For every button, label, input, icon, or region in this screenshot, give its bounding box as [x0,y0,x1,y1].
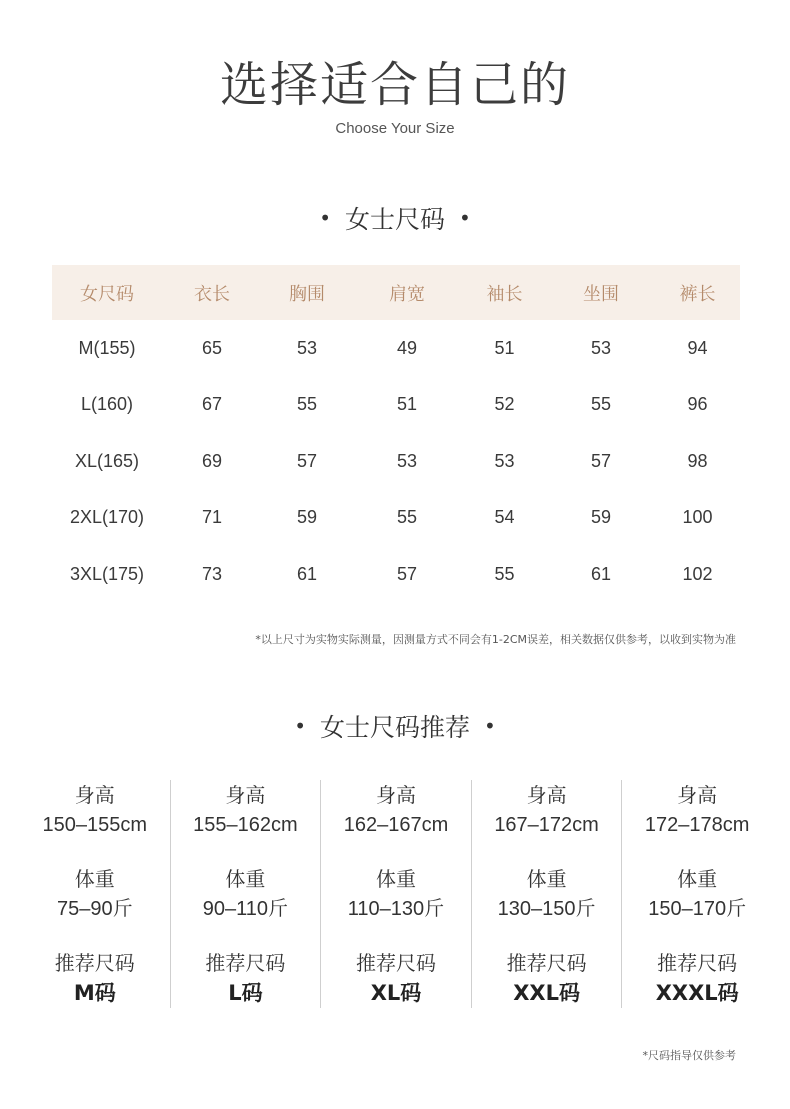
spacer [321,840,471,864]
measurement-cell: 57 [396,563,418,584]
measurement-cell: 53 [590,337,612,358]
recommendation-column [622,780,772,1008]
weight-label: 体重 [225,867,266,891]
measurement-cell: 52 [494,394,515,415]
recommended-size: XXXL码 [655,981,739,1005]
size-table [52,265,740,603]
recommended-size-label: 推荐尺码 [355,951,436,975]
weight-range: 150–170斤 [648,898,747,920]
size-cell: L(160) [80,394,134,415]
column-header: 裤长 [679,283,716,305]
weight-range: 90–110斤 [202,898,289,920]
measurement-cell: 65 [201,337,223,358]
measurement-cell: 59 [296,507,318,528]
recommended-size-label: 推荐尺码 [506,951,587,975]
measurement-cell: 53 [296,337,318,358]
measurement-cell: 59 [590,507,612,528]
weight-label: 体重 [375,867,416,891]
height-label: 身高 [677,783,718,807]
spacer [622,924,772,948]
measurement-cell: 51 [396,394,418,415]
size-cell: 3XL(175) [69,563,145,584]
spacer [321,924,471,948]
measurement-cell: 61 [296,563,318,584]
bullet-dot: • [459,206,471,230]
height-label: 身高 [225,783,266,807]
weight-label: 体重 [74,867,115,891]
measurement-cell: 55 [590,394,612,415]
measurement-cell: 98 [687,450,708,471]
weight-label: 体重 [677,867,718,891]
measurement-cell: 55 [296,394,318,415]
size-section-heading [0,200,790,236]
size-cell: 2XL(170) [69,507,145,528]
size-table-header [52,265,740,320]
bullet-dot: • [484,714,496,738]
spacer [171,924,321,948]
height-range: 162–167cm [343,814,449,836]
spacer [472,840,622,864]
recommend-section-title: 女士尺码推荐 [319,713,470,742]
measurement-cell: 57 [590,450,612,471]
recommended-size-label: 推荐尺码 [54,951,135,975]
measurement-cell: 49 [396,337,418,358]
recommendation-column [20,780,171,1008]
spacer [20,924,170,948]
column-header: 袖长 [486,283,523,305]
spacer [622,840,772,864]
recommendation-grid [20,780,772,1008]
weight-range: 130–150斤 [497,898,596,920]
table-row [52,546,740,603]
spacer [20,840,170,864]
recommendation-column [321,780,472,1008]
size-table-body [52,320,740,603]
weight-range: 75–90斤 [56,898,133,920]
measurement-cell: 67 [201,394,223,415]
spacer [171,840,321,864]
bullet-dot: • [319,206,331,230]
measurement-cell: 54 [494,507,515,528]
spacer [472,924,622,948]
height-range: 155–162cm [193,814,298,836]
table-row [52,377,740,434]
column-header: 坐围 [583,283,619,305]
table-row [52,320,740,377]
measurement-cell: 71 [201,507,223,528]
measurement-cell: 53 [494,450,515,471]
recommended-size-label: 推荐尺码 [657,951,738,975]
table-row [52,433,740,490]
measurement-cell: 61 [590,563,612,584]
guide-note: *尺码指导仅供参考 [642,1049,736,1062]
measurement-cell: 55 [396,507,418,528]
measurement-cell: 94 [687,337,708,358]
measurement-cell: 100 [682,507,713,528]
weight-label: 体重 [526,867,567,891]
height-label: 身高 [375,783,416,807]
column-header: 衣长 [194,283,230,305]
measurement-cell: 102 [682,563,713,584]
recommended-size: L码 [228,981,263,1005]
recommendation-column [171,780,322,1008]
column-header: 女尺码 [80,283,134,305]
recommend-section-heading [0,708,790,744]
size-cell: M(155) [78,337,136,358]
measurement-cell: 55 [494,563,515,584]
measurement-cell: 73 [201,563,223,584]
measurement-cell: 96 [687,394,708,415]
size-cell: XL(165) [74,450,140,471]
bullet-dot: • [294,714,306,738]
measurement-note: *以上尺寸为实物实际测量，因测量方式不同会有1-2CM误差，相关数据仅供参考，以收到实物为准 [255,633,736,646]
recommended-size: XXL码 [513,981,580,1005]
recommended-size-label: 推荐尺码 [205,951,286,975]
height-range: 172–178cm [644,814,750,836]
weight-range: 110–130斤 [347,898,445,920]
height-label: 身高 [74,783,115,807]
recommendation-column [472,780,623,1008]
measurement-cell: 51 [494,337,515,358]
height-label: 身高 [526,783,567,807]
measurement-cell: 57 [296,450,318,471]
height-range: 150–155cm [42,814,148,836]
height-range: 167–172cm [494,814,599,836]
column-header: 肩宽 [389,283,425,305]
recommended-size: M码 [73,981,116,1005]
measurement-cell: 53 [396,450,418,471]
recommended-size: XL码 [370,981,422,1005]
page-subtitle: Choose Your Size [335,120,455,137]
column-header: 胸围 [289,283,325,305]
measurement-cell: 69 [201,450,223,471]
size-section-title: 女士尺码 [344,205,445,234]
page-title: 选择适合自己的 [219,57,570,113]
table-row [52,490,740,547]
